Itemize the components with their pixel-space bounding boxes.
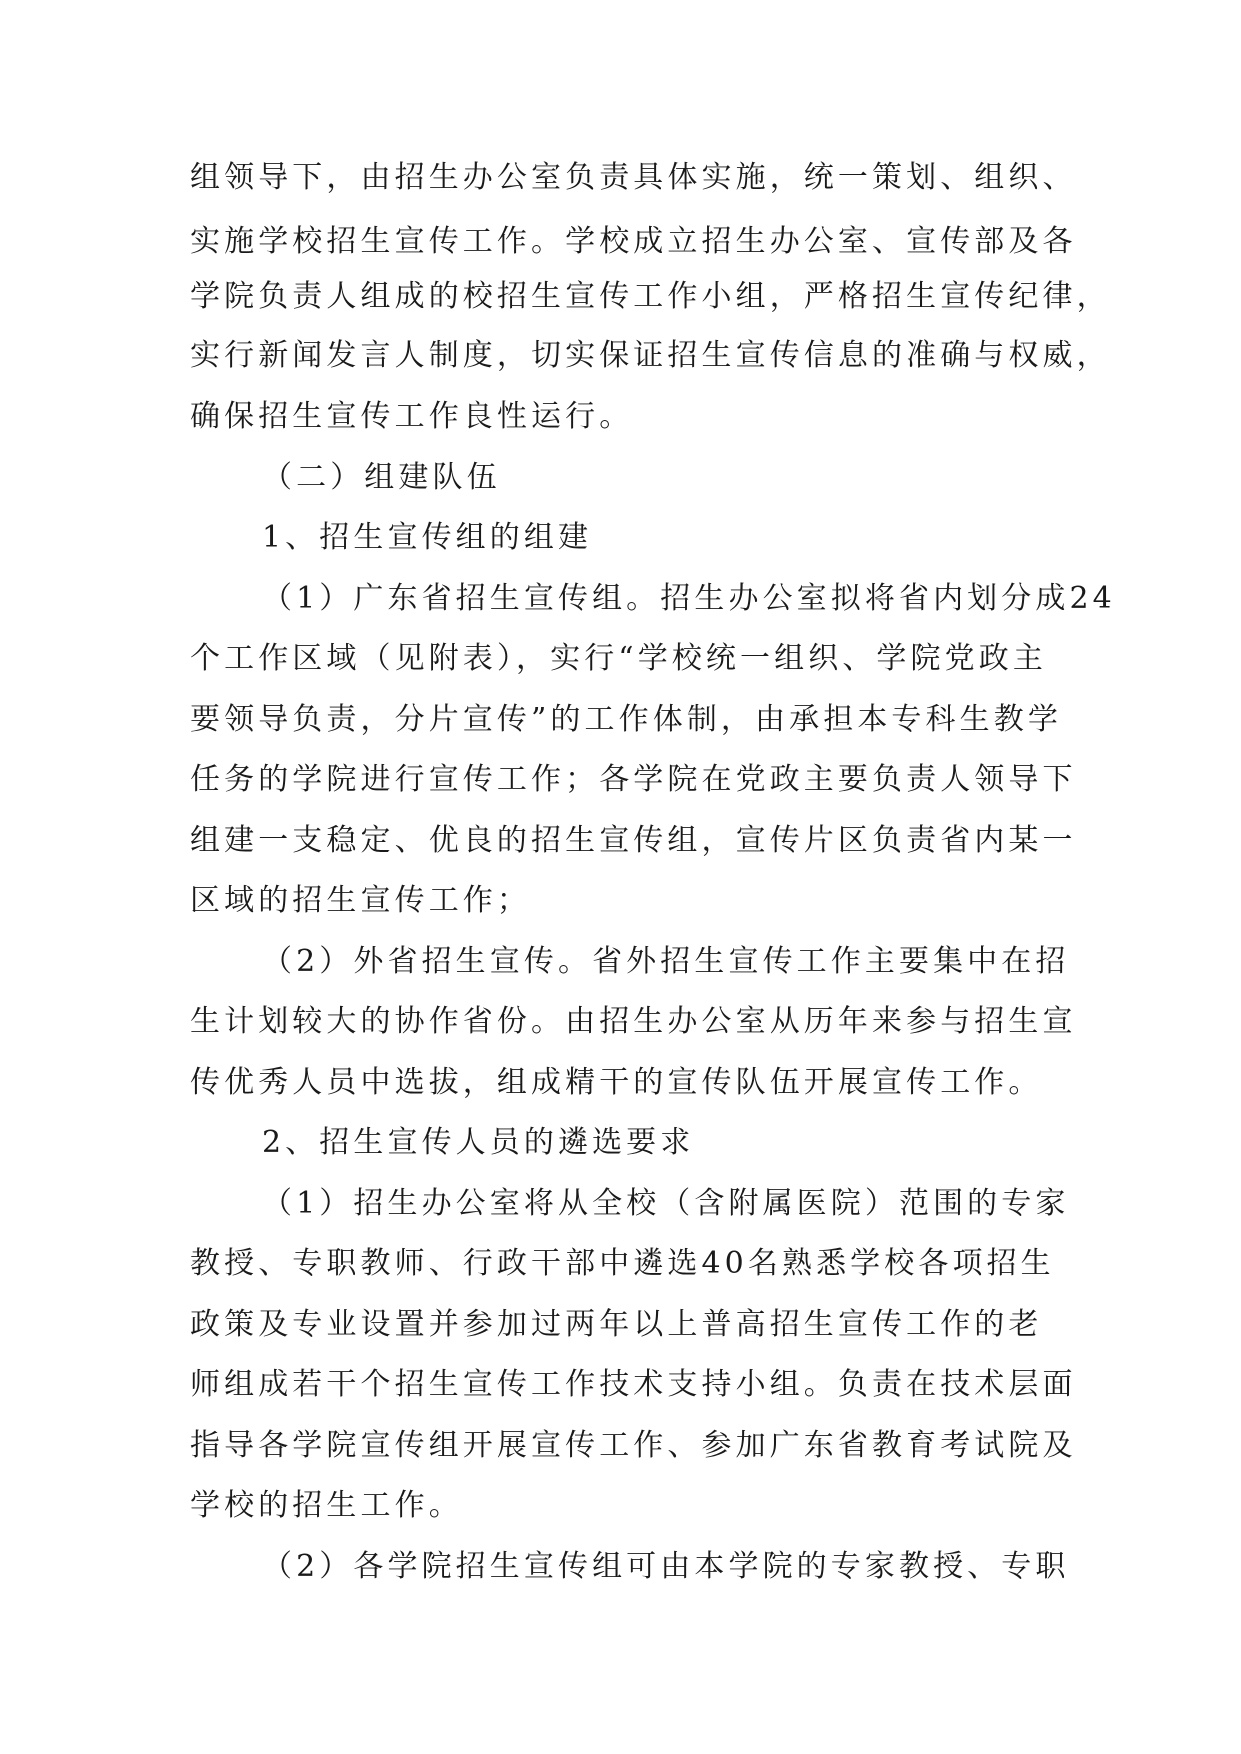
body-text-line: 要领导负责，分片宣传”的工作体制，由承担本专科生教学 — [190, 702, 1062, 737]
body-text-line: （1）招生办公室将从全校（含附属医院）范围的专家 — [262, 1186, 1070, 1221]
body-text-line: 实行新闻发言人制度，切实保证招生宣传信息的准确与权威， — [190, 338, 1111, 373]
body-text-line: （2）外省招生宣传。省外招生宣传工作主要集中在招 — [262, 944, 1070, 979]
body-text-line: （1）广东省招生宣传组。招生办公室拟将省内划分成24 — [262, 581, 1116, 616]
body-text-line: 指导各学院宣传组开展宣传工作、参加广东省教育考试院及 — [190, 1428, 1077, 1463]
section-heading: （二）组建队伍 — [262, 460, 501, 495]
body-text-line: 组领导下，由招生办公室负责具体实施，统一策划、组织、 — [190, 160, 1077, 195]
body-text-line: 学校的招生工作。 — [190, 1488, 463, 1523]
subsection-heading: 1、招生宣传组的组建 — [262, 520, 593, 555]
body-text-line: 师组成若干个招生宣传工作技术支持小组。负责在技术层面 — [190, 1367, 1077, 1402]
body-text-line: 生计划较大的协作省份。由招生办公室从历年来参与招生宣 — [190, 1004, 1077, 1039]
body-text-line: 任务的学院进行宣传工作；各学院在党政主要负责人领导下 — [190, 762, 1077, 797]
body-text-line: 传优秀人员中选拔，组成精干的宣传队伍开展宣传工作。 — [190, 1065, 1043, 1100]
body-text-line: 个工作区域（见附表），实行“学校统一组织、学院党政主 — [190, 641, 1047, 676]
body-text-line: 学院负责人组成的校招生宣传工作小组，严格招生宣传纪律， — [190, 279, 1111, 314]
body-text-line: 实施学校招生宣传工作。学校成立招生办公室、宣传部及各 — [190, 224, 1077, 259]
body-text-line: 区域的招生宣传工作； — [190, 883, 531, 918]
subsection-heading: 2、招生宣传人员的遴选要求 — [262, 1125, 695, 1160]
body-text-line: 政策及专业设置并参加过两年以上普高招生宣传工作的老 — [190, 1307, 1043, 1342]
body-text-line: （2）各学院招生宣传组可由本学院的专家教授、专职 — [262, 1549, 1070, 1584]
body-text-line: 教授、专职教师、行政干部中遴选40名熟悉学校各项招生 — [190, 1246, 1055, 1281]
body-text-line: 确保招生宣传工作良性运行。 — [190, 399, 634, 434]
body-text-line: 组建一支稳定、优良的招生宣传组，宣传片区负责省内某一 — [190, 823, 1077, 858]
